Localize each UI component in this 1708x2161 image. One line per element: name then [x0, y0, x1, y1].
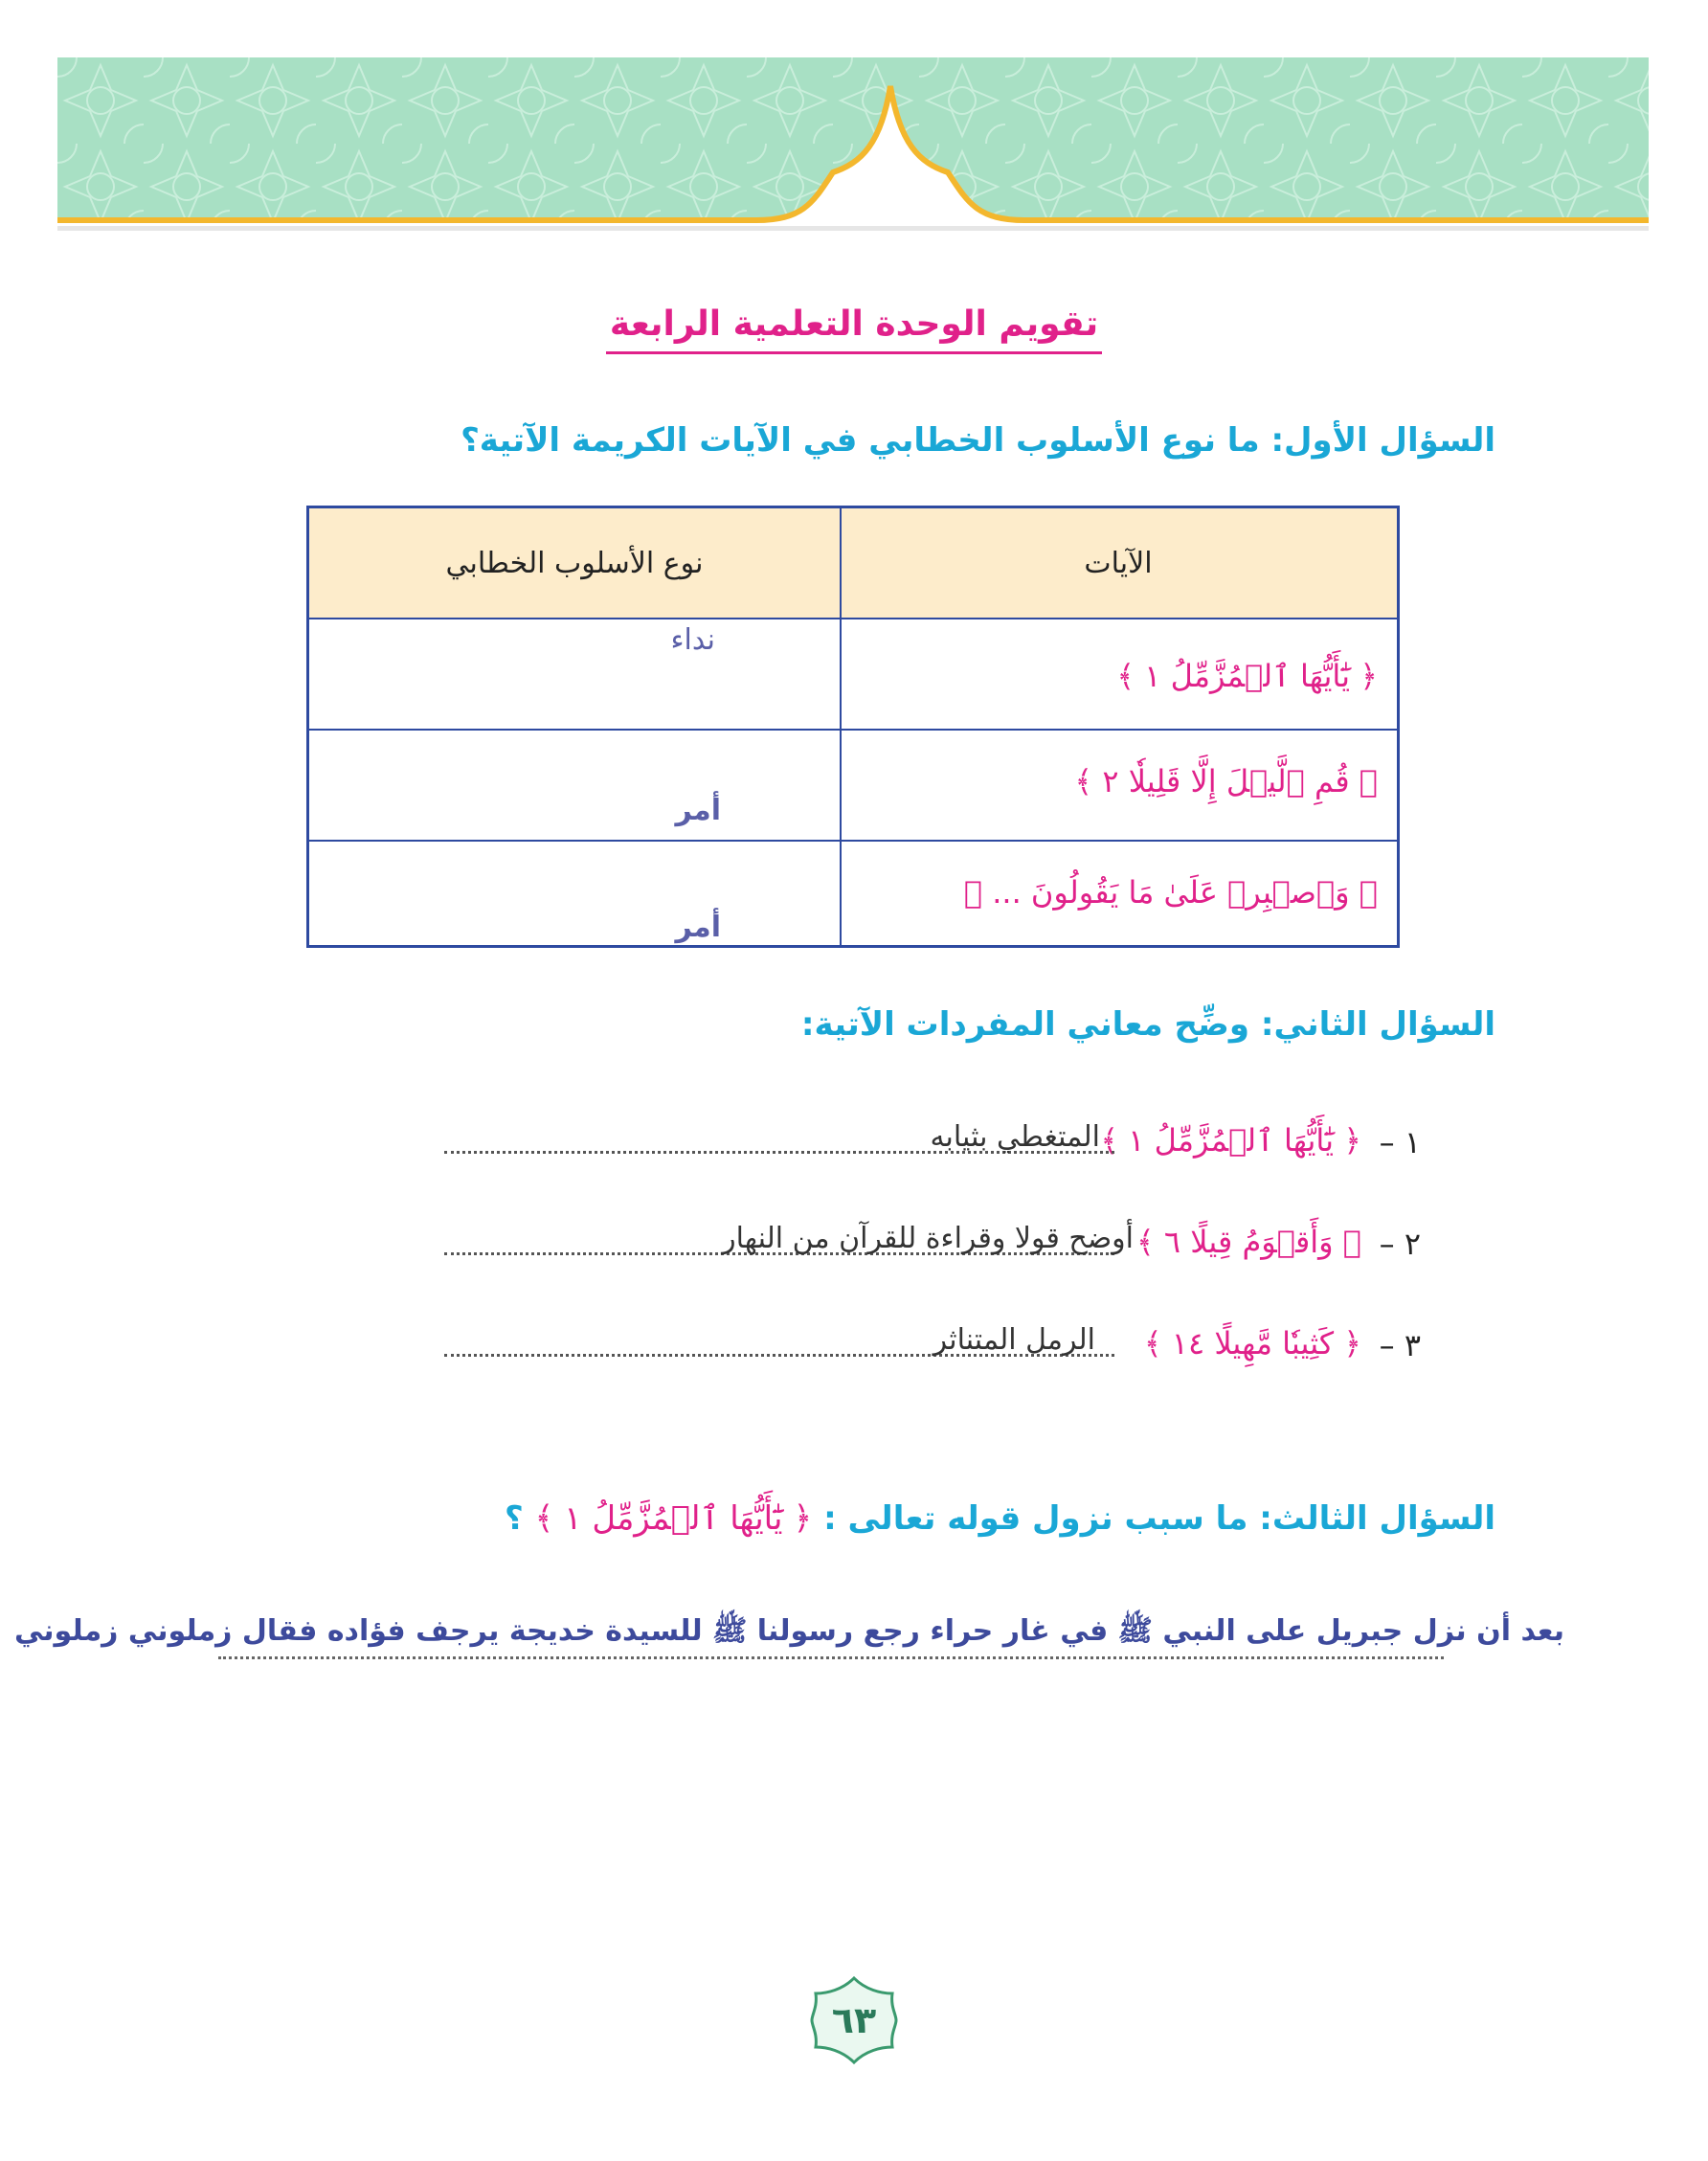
style-answer: أمر: [675, 911, 721, 944]
header-verses: الآيات: [1084, 546, 1153, 580]
vocab-number: ١ –: [1379, 1124, 1421, 1160]
verse-cell: [840, 619, 1397, 729]
question-three-heading: [505, 1498, 1495, 1538]
vocab-item: [444, 1319, 1421, 1377]
vocab-answer: المتغطي بثيابه: [930, 1120, 1100, 1154]
header-style: نوع الأسلوب الخطابي: [309, 508, 842, 618]
question-three-verse: ﴿ يَٰٓأَيُّهَا ٱلۡمُزَّمِّلُ ١ ﴾: [534, 1499, 813, 1538]
table-row: [309, 731, 1397, 842]
verse-cell: [840, 731, 1397, 840]
vocab-verse: ﴿ يَٰٓأَيُّهَا ٱلۡمُزَّمِّلُ ١ ﴾: [1100, 1122, 1361, 1159]
vocab-number: ٢ –: [1379, 1226, 1421, 1262]
style-answer: أمر: [675, 794, 721, 827]
verse-text: ﴿ قُمِ ٱلَّيۡلَ إِلَّا قَلِيلٗا ٢ ﴾: [1074, 763, 1378, 799]
question-one-heading: السؤال الأول: ما نوع الأسلوب الخطابي في الآيات الكريمة الآتية؟: [461, 421, 1495, 460]
question-three-answer: بعد أن نزل جبريل على النبي ﷺ في غار حراء رجع رسولنا ﷺ للسيدة خديجة يرجف فؤاده فقال زملوني زملوني: [13, 1614, 1564, 1648]
vocab-item: [444, 1218, 1421, 1275]
vocab-verse: ﴿ كَثِيبٗا مَّهِيلًا ١٤ ﴾: [1143, 1325, 1361, 1362]
vocab-item: [444, 1116, 1421, 1174]
vocab-answer: أوضح قولا وقراءة للقرآن من النهار: [722, 1222, 1134, 1255]
question-mark: ؟: [504, 1499, 524, 1538]
verse-text: ﴿ يَٰٓأَيُّهَا ٱلۡمُزَّمِّلُ ١ ﴾: [1116, 658, 1378, 694]
answer-cell: [309, 619, 842, 729]
page-number: ٦٣: [831, 1999, 877, 2041]
header-banner: [57, 57, 1649, 239]
table-header-row: [309, 508, 1397, 619]
style-answer: نداء: [670, 623, 715, 657]
vocab-answer: الرمل المتناثر: [933, 1323, 1095, 1357]
vocab-verse: ﴿ وَأَقۡوَمُ قِيلًا ٦ ﴾: [1135, 1224, 1361, 1260]
unit-title: [0, 304, 1708, 344]
rhetorical-style-table: [306, 506, 1400, 948]
answer-dotted-line: [218, 1656, 1444, 1659]
table-row: [309, 842, 1397, 945]
verse-text: ﴿ وَٱصۡبِرۡ عَلَىٰ مَا يَقُولُونَ ... ﴾: [963, 874, 1378, 911]
vocab-number: ٣ –: [1379, 1327, 1421, 1363]
answer-cell: [309, 842, 842, 945]
verse-cell: [840, 842, 1397, 945]
unit-title-text: تقويم الوحدة التعلمية الرابعة: [606, 304, 1102, 354]
answer-cell: [309, 731, 842, 840]
question-two-heading: السؤال الثاني: وضِّح معاني المفردات الآتية:: [800, 1005, 1495, 1044]
table-row: [309, 619, 1397, 731]
question-three-text: السؤال الثالث: ما سبب نزول قوله تعالى :: [823, 1499, 1495, 1538]
